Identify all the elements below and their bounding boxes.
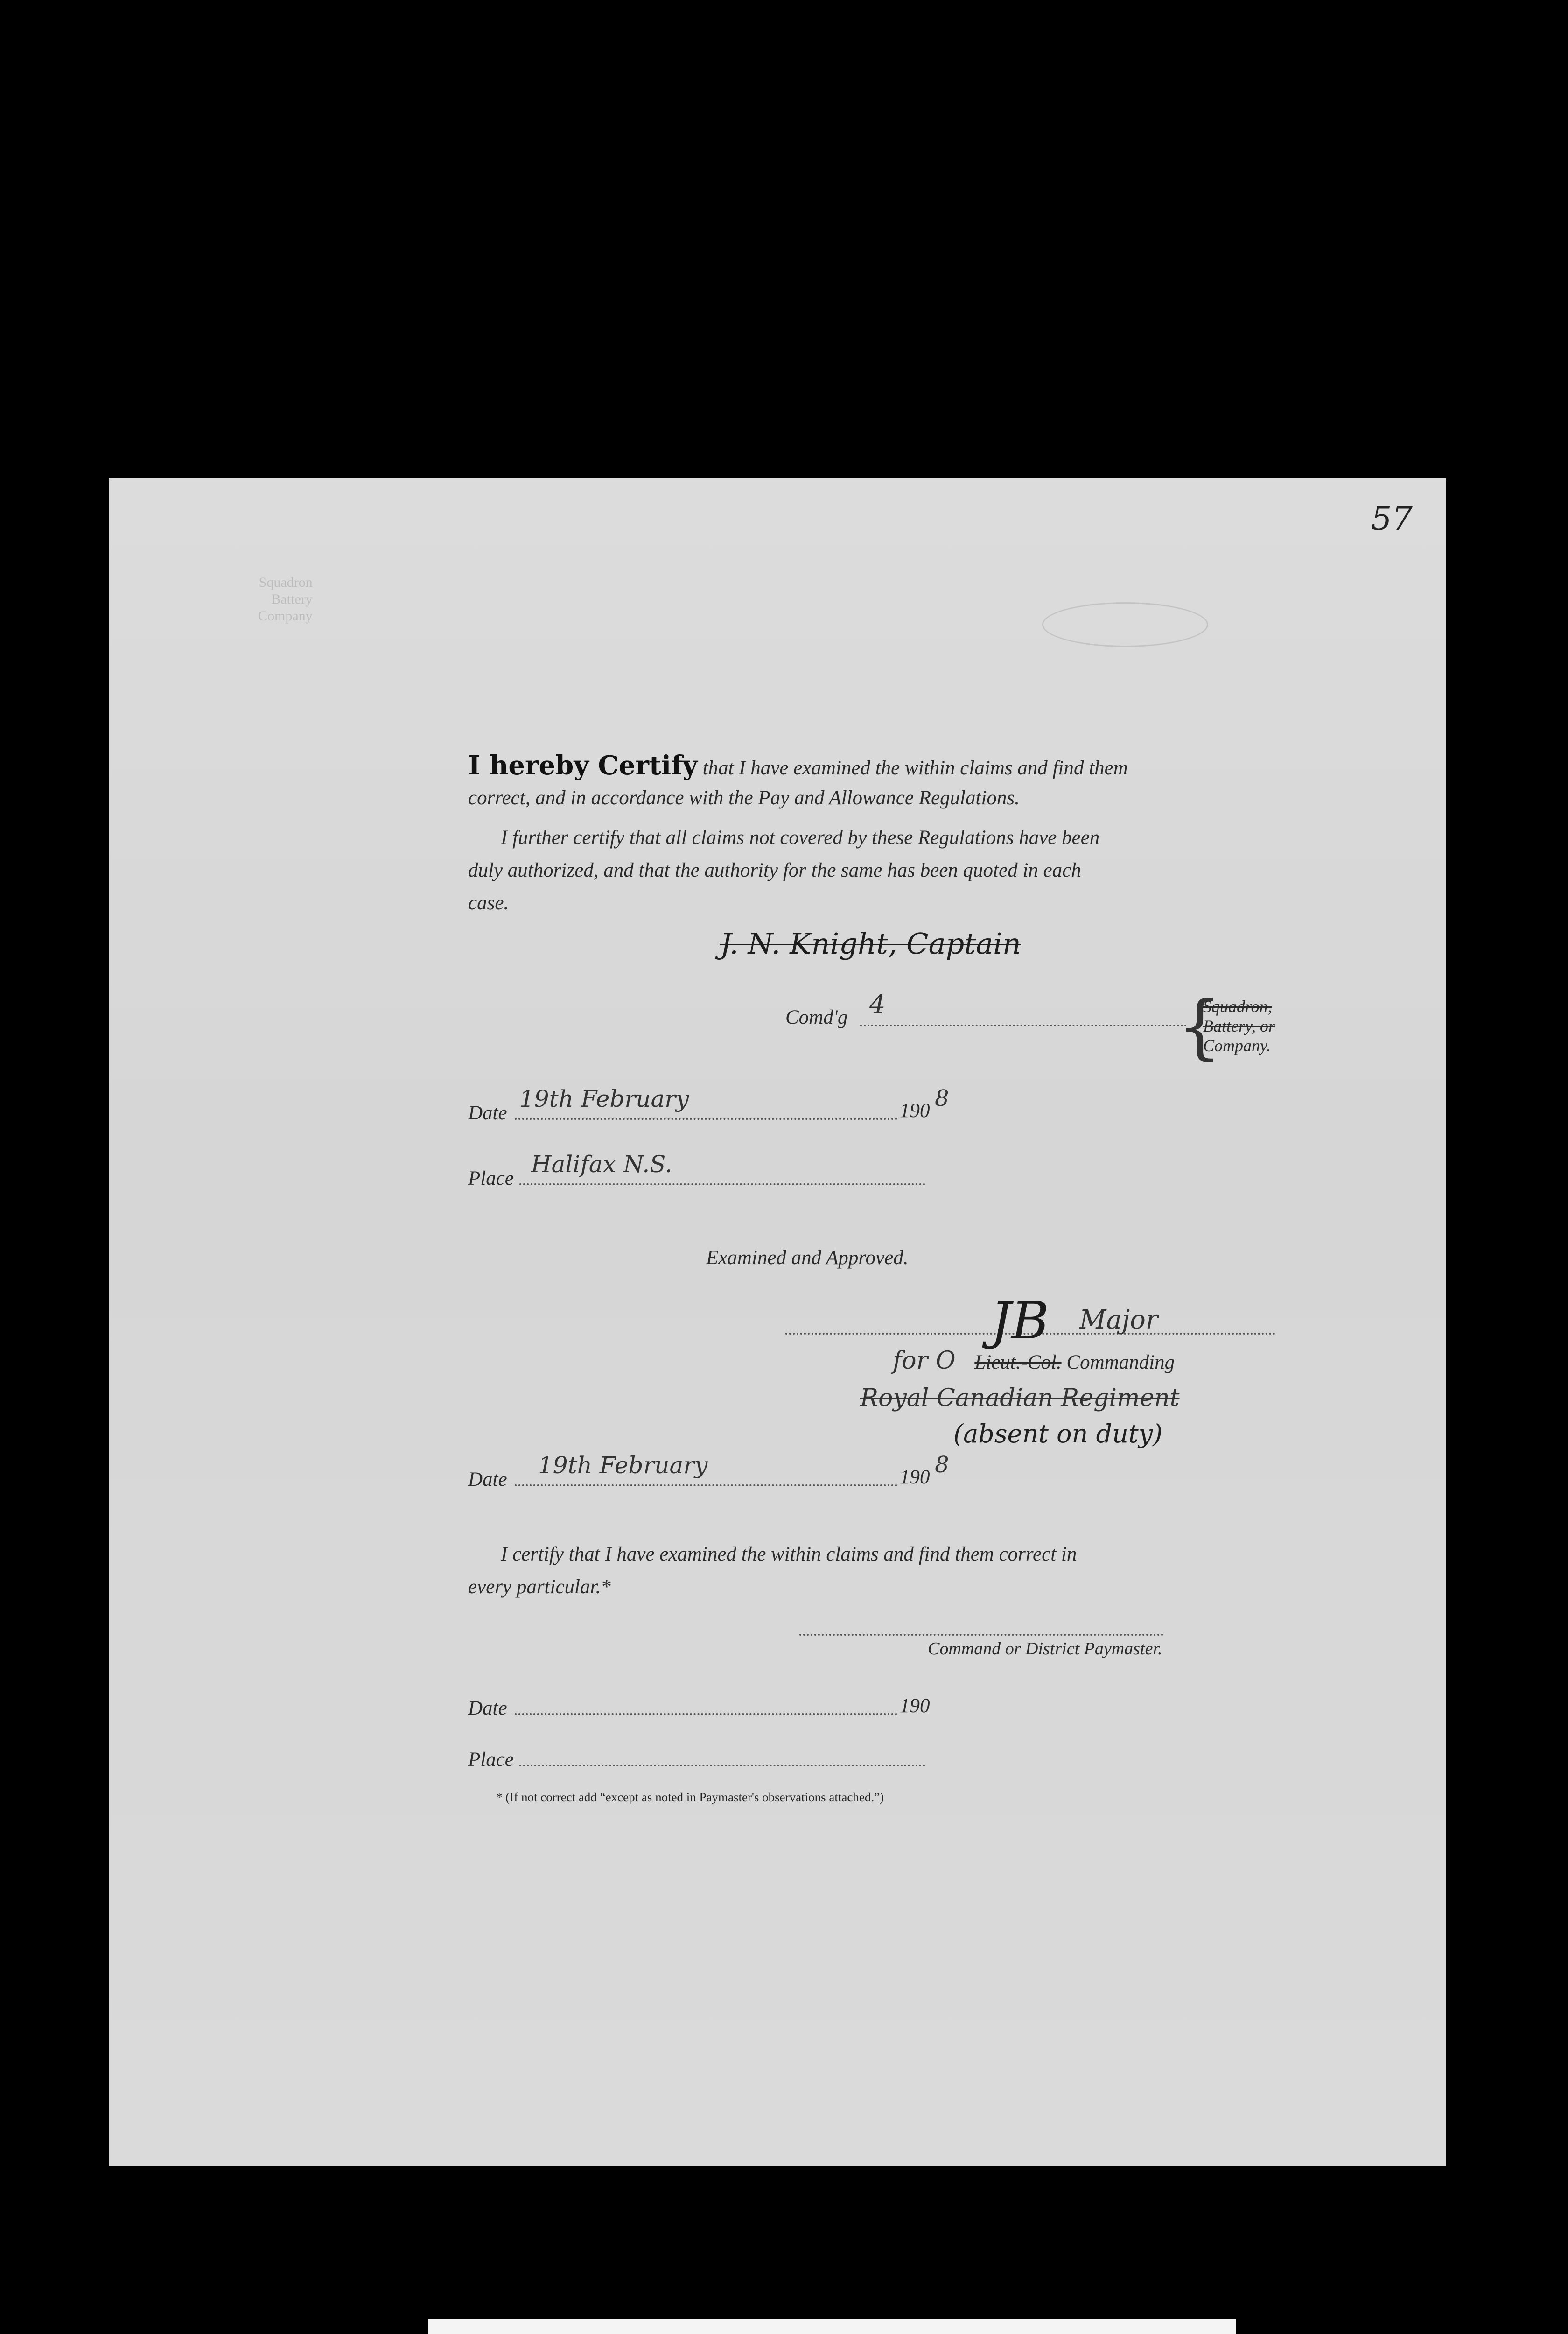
certify-lead-words: I hereby Certify <box>468 750 698 781</box>
date2-line <box>515 1484 897 1486</box>
unit-options <box>1203 997 1275 1055</box>
date2-year-suffix: 8 <box>935 1452 949 1478</box>
place1-handwritten: Halifax N.S. <box>531 1151 672 1178</box>
comd-line <box>860 1025 1187 1026</box>
document-page <box>109 478 1446 2166</box>
examined-rank: Major <box>1079 1305 1158 1335</box>
unit-squadron: Squadron, <box>1203 997 1272 1016</box>
further-line-2: duly authorized, and that the authority for the same has been quoted in each <box>468 859 1081 881</box>
unit-brace: { <box>1177 986 1222 1068</box>
certify-line-2: correct, and in accordance with the Pay and Allowance Regulations. <box>468 787 1020 809</box>
struck-rank: Lieut.-Col. <box>974 1351 1062 1373</box>
date3-label: Date <box>468 1697 507 1719</box>
certify2-line-2: every particular.* <box>468 1576 611 1598</box>
date1-year-prefix: 190 <box>900 1100 930 1122</box>
page-number: 57 <box>1371 499 1413 538</box>
date1-handwritten: 19th February <box>519 1085 689 1112</box>
date1-line <box>515 1118 897 1120</box>
captain-signature: J. N. Knight, Captain <box>720 927 1021 961</box>
further-line-3: case. <box>468 892 509 914</box>
place2-line <box>519 1765 925 1766</box>
date3-line <box>515 1713 897 1715</box>
footnote: * (If not correct add “except as noted in Paymaster's observations attached.”) <box>496 1790 884 1804</box>
regiment-handwritten: Royal Canadian Regiment <box>860 1384 1180 1412</box>
ghost-line: Battery <box>271 591 313 607</box>
ghost-stamp <box>1042 602 1208 647</box>
date2-label: Date <box>468 1469 507 1490</box>
date2-year-prefix: 190 <box>900 1466 930 1488</box>
examined-initials: JB <box>991 1291 1049 1350</box>
unit-battery: Battery, or <box>1203 1017 1275 1035</box>
paymaster-label: Command or District Paymaster. <box>928 1639 1162 1659</box>
paymaster-line <box>799 1634 1163 1636</box>
unit-company: Company. <box>1203 1036 1271 1055</box>
certify2-line-1: I certify that I have examined the within claims and find them correct in <box>501 1543 1077 1565</box>
comd-label: Comd'g <box>785 1006 848 1028</box>
date3-year-prefix: 190 <box>900 1695 930 1717</box>
place1-line <box>519 1183 925 1185</box>
date1-label: Date <box>468 1102 507 1124</box>
ghost-line: Company <box>258 608 313 624</box>
commanding-label: Commanding <box>1066 1351 1175 1373</box>
date2-handwritten: 19th February <box>538 1452 708 1479</box>
for-text: for O <box>893 1347 956 1375</box>
ghost-line: Squadron <box>259 575 313 590</box>
archive-label <box>428 2319 1236 2334</box>
examined-heading: Examined and Approved. <box>706 1247 909 1269</box>
ghost-text-block <box>258 574 313 625</box>
absent-note: (absent on duty) <box>953 1419 1163 1448</box>
comd-value: 4 <box>869 990 886 1019</box>
further-line-1: I further certify that all claims not covered by these Regulations have been <box>501 827 1100 849</box>
place2-label: Place <box>468 1749 514 1771</box>
certify-line-1 <box>468 749 1317 785</box>
certify-text: that I have examined the within claims and find them <box>702 757 1128 779</box>
place1-label: Place <box>468 1167 514 1189</box>
date1-year-suffix: 8 <box>935 1085 949 1111</box>
examined-commanding-line <box>893 1344 1175 1379</box>
